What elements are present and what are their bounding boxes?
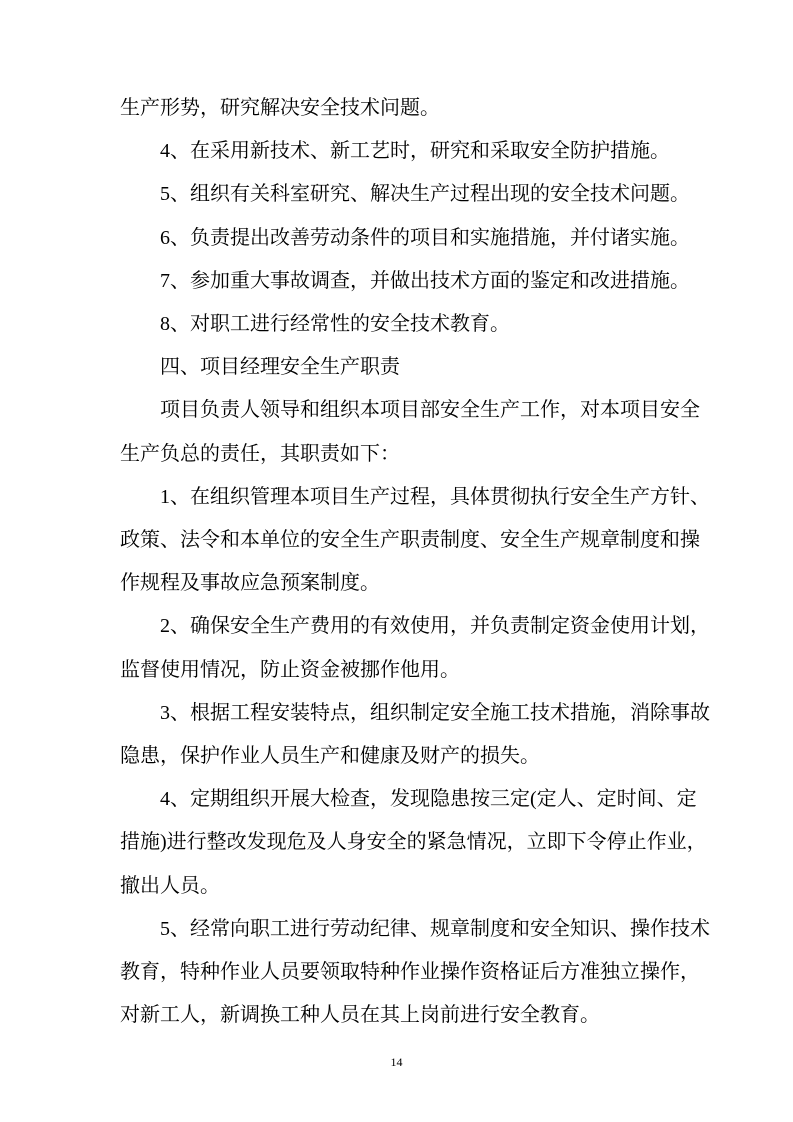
text-line: 作规程及事故应急预案制度。	[120, 572, 380, 595]
text-line: 措施)进行整改发现危及人身安全的紧急情况，立即下令停止作业，	[120, 831, 707, 854]
text-line: 监督使用情况，防止资金被挪作他用。	[120, 658, 460, 681]
text-line: 4、在采用新技术、新工艺时，研究和采取安全防护措施。	[160, 140, 670, 163]
text-line: 对新工人，新调换工种人员在其上岗前进行安全教育。	[120, 1004, 600, 1027]
text-line: 8、对职工进行经常性的安全技术教育。	[160, 313, 510, 335]
text-line: 四、项目经理安全生产职责	[160, 356, 400, 379]
text-line: 5、组织有关科室研究、解决生产过程出现的安全技术问题。	[160, 183, 690, 206]
text-line: 政策、法令和本单位的安全生产职责制度、安全生产规章制度和操	[120, 529, 700, 551]
text-line: 4、定期组织开展大检查，发现隐患按三定(定人、定时间、定	[160, 788, 697, 811]
text-line: 生产负总的责任，其职责如下：	[120, 442, 400, 465]
text-line: 5、经常向职工进行劳动纪律、规章制度和安全知识、操作技术	[160, 917, 710, 940]
text-line: 1、在组织管理本项目生产过程，具体贯彻执行安全生产方针、	[160, 485, 710, 508]
text-line: 6、负责提出改善劳动条件的项目和实施措施，并付诸实施。	[160, 226, 690, 249]
text-line: 3、根据工程安装特点，组织制定安全施工技术措施，消除事故	[160, 701, 710, 724]
text-line: 2、确保安全生产费用的有效使用，并负责制定资金使用计划，	[160, 615, 710, 638]
text-line: 7、参加重大事故调查，并做出技术方面的鉴定和改进措施。	[160, 269, 690, 292]
text-line: 撤出人员。	[120, 874, 220, 897]
text-line: 生产形势，研究解决安全技术问题。	[120, 97, 440, 119]
text-line: 教育，特种作业人员要领取特种作业操作资格证后方准独立操作，	[120, 961, 700, 983]
text-line: 项目负责人领导和组织本项目部安全生产工作，对本项目安全	[160, 399, 700, 422]
page-number: 14	[390, 1055, 403, 1069]
text-line: 隐患，保护作业人员生产和健康及财产的损失。	[120, 745, 540, 767]
